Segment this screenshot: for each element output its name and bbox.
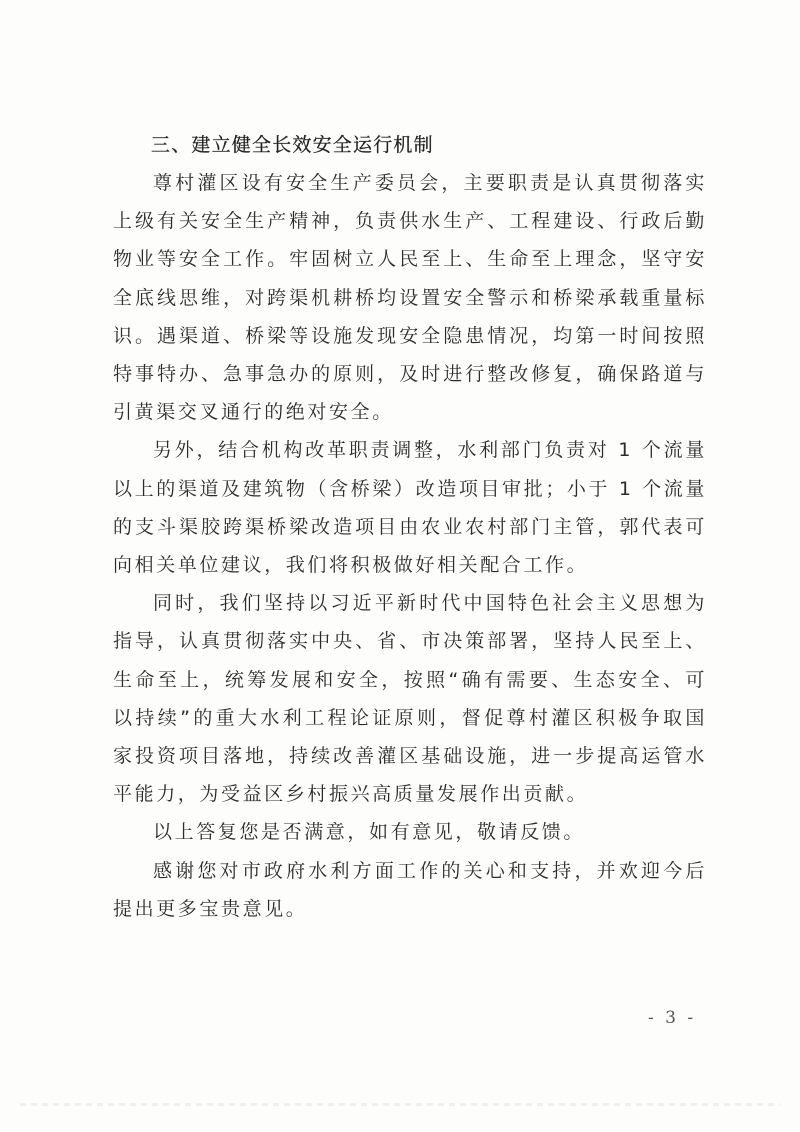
paragraph-safety-committee: 尊村灌区设有安全生产委员会，主要职责是认真贯彻落实上级有关安全生产精神，负责供水生产、工程建设、行政后勤物业等安全工作。牢固树立人民至上、生命至上理念，坚守安全底线思维，对跨渠机耕桥均设置安全警示和桥梁承载重量标识。遇渠道、桥梁等设施发现安全隐患情况，均第一时间按照特事特办、急事急办的原则，及时进行整改修复，确保路道与引黄渠交叉通行的绝对安全。: [113, 172, 707, 424]
page-number: - 3 -: [648, 1008, 697, 1028]
paragraph-institutional-reform: 另外，结合机构改革职责调整，水利部门负责对 1 个流量以上的渠道及建筑物（含桥梁）改造项目审批；小于 1 个流量的支斗渠胶跨渠桥梁改造项目由农业农村部门主管，郭代表可向相关单位建议，我们将积极做好相关配合工作。: [113, 439, 707, 577]
scan-edge-artifact: [20, 1103, 780, 1106]
paragraph-closing-thanks: 感谢您对市政府水利方面工作的关心和支持，并欢迎今后提出更多宝贵意见。: [113, 859, 707, 920]
paragraph-feedback-request: 以上答复您是否满意，如有意见，敬请反馈。: [153, 821, 586, 844]
document-body: [113, 126, 707, 928]
paragraph-policy-guidance: 同时，我们坚持以习近平新时代中国特色社会主义思想为指导，认真贯彻落实中央、省、市决策部署，坚持人民至上、生命至上，统筹发展和安全，按照“确有需要、生态安全、可以持续”的重大水利工程论证原则，督促尊村灌区积极争取国家投资项目落地，持续改善灌区基础设施，进一步提高运管水平能力，为受益区乡村振兴高质量发展作出贡献。: [113, 592, 707, 806]
section-heading: 三、建立健全长效安全运行机制: [151, 134, 434, 156]
